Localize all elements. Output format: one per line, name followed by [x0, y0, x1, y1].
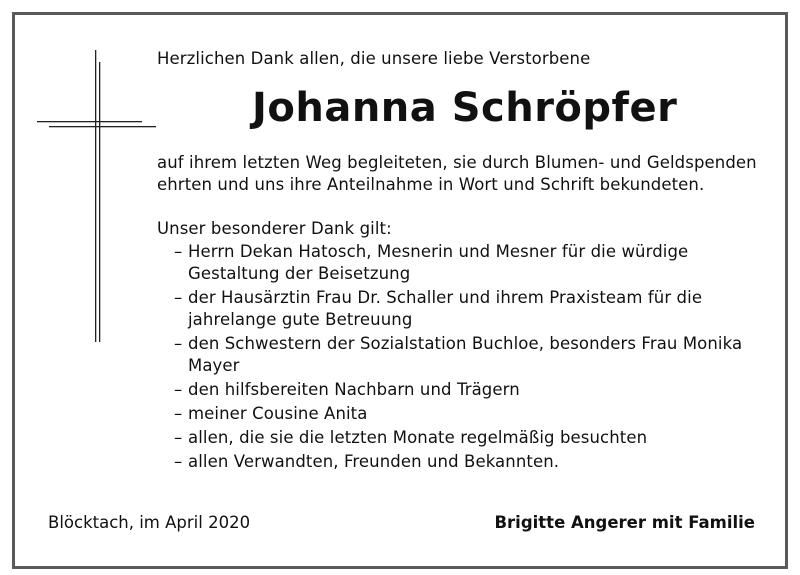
body-line: ehrten und uns ihre Anteilnahme in Wort und Schrift bekundeten. [157, 175, 705, 194]
deceased-name: Johanna Schröpfer [252, 85, 678, 131]
thanks-item [174, 333, 742, 377]
dash: – [174, 334, 183, 353]
dash: – [174, 242, 183, 261]
thanks-item [174, 241, 742, 285]
thanks-item-line: jahrelange gute Betreuung [188, 310, 413, 329]
dash: – [174, 380, 183, 399]
thanks-heading: Unser besonderer Dank gilt: [157, 219, 392, 238]
body-line: auf ihrem letzten Weg begleiteten, sie durch Blumen- und Geldspenden [157, 153, 757, 172]
thanks-item-line: den Schwestern der Sozialstation Buchloe, besonders Frau Monika [188, 334, 743, 353]
body-text [157, 152, 757, 196]
place-date: Blöcktach, im April 2020 [48, 513, 251, 532]
thanks-item [174, 451, 742, 473]
thanks-item-line: allen, die sie die letzten Monate regelmäßig besuchten [188, 428, 648, 447]
thanks-item-line: Mayer [188, 356, 240, 375]
dash: – [174, 404, 183, 423]
thanks-item-line: meiner Cousine Anita [188, 404, 368, 423]
thanks-item [174, 403, 742, 425]
thanks-item-line: den hilfsbereiten Nachbarn und Trägern [188, 380, 520, 399]
thanks-item [174, 379, 742, 401]
thanks-item [174, 427, 742, 449]
dash: – [174, 452, 183, 471]
thanks-item-line: der Hausärztin Frau Dr. Schaller und ihrem Praxisteam für die [188, 288, 703, 307]
thanks-item-line: allen Verwandten, Freunden und Bekannten. [188, 452, 560, 471]
dash: – [174, 428, 183, 447]
intro-text: Herzlichen Dank allen, die unsere liebe Verstorbene [157, 49, 591, 68]
thanks-item-line: Gestaltung der Beisetzung [188, 264, 411, 283]
thanks-list [174, 241, 742, 475]
dash: – [174, 288, 183, 307]
signature: Brigitte Angerer mit Familie [494, 513, 755, 532]
thanks-item [174, 287, 742, 331]
thanks-item-line: Herrn Dekan Hatosch, Mesnerin und Mesner für die würdige [188, 242, 689, 261]
